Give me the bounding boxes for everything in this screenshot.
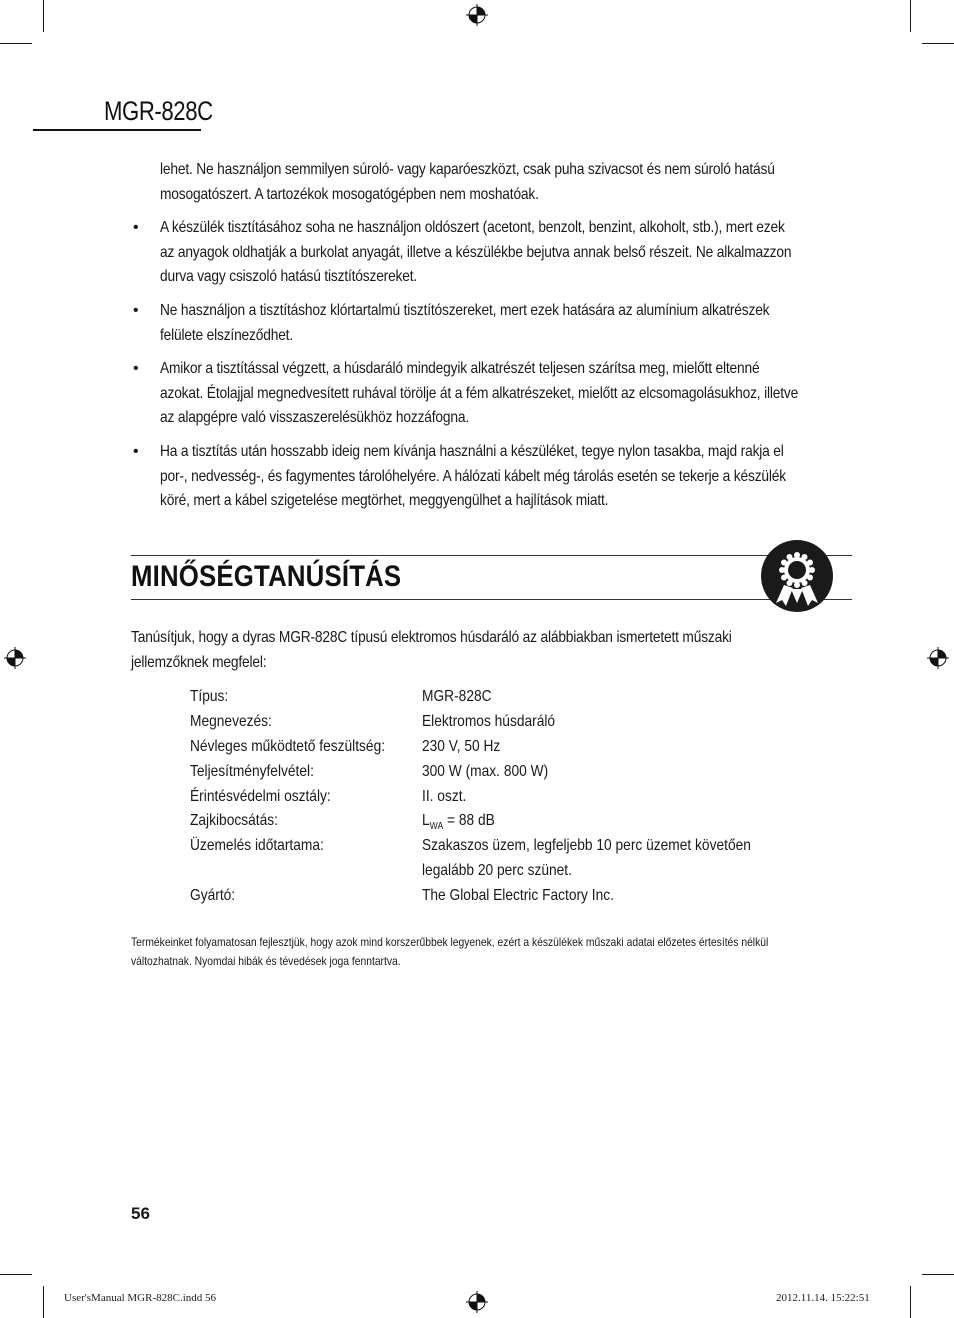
text-line: por-, nedvesség-, és fagymentes tárolóhelyére. A hálózati kábelt még tárolás esetén se tekerje a készülék [160,467,786,485]
text-line: durva vagy csiszoló hatású tisztítószereket. [160,268,418,285]
text-line: Tanúsítjuk, hogy a dyras MGR-828C típusú elektromos húsdaráló az alábbiakban ismertetett műszaki [131,629,732,646]
spec-value: II. oszt. [422,788,467,805]
crop-mark-top-right-h [922,43,954,44]
crop-mark-bottom-left-h [0,1274,32,1275]
spec-label: Névleges működtető feszültség: [190,738,386,755]
text-line: az anyagok oldhatják a burkolat anyagát, illetve a készülékbe bejutva annak belső részeit. Ne alkalmazzon [160,243,792,261]
bullet-item [160,216,880,290]
crop-mark-bottom-right-h [922,1274,954,1275]
registration-mark-icon [4,647,26,669]
bullet-item [160,299,880,348]
text-line: köré, mert a kábel szigetelése megtörhet, meggyengülhet a hajlítások miatt. [160,492,609,509]
spec-label: Üzemelés időtartama: [190,837,324,854]
crop-mark-top-right-v [910,0,911,32]
spec-label: Típus: [190,688,229,705]
spec-value: 300 W (max. 800 W) [422,763,549,780]
section-rule-top [131,555,852,556]
bullet-icon: • [133,443,139,460]
crop-mark-bottom-right-v [910,1286,911,1318]
spec-label: Teljesítményfelvétel: [190,763,314,780]
bullet-icon: • [133,360,139,377]
section-rule-bottom [131,599,852,600]
spec-value: The Global Electric Factory Inc. [422,887,614,904]
noise-value: = 88 dB [443,812,495,829]
quality-rosette-icon [760,539,834,613]
section-title: MINŐSÉGTANÚSÍTÁS [131,560,402,593]
certification-intro [131,626,954,675]
spec-value: Elektromos húsdaráló [422,713,556,730]
text-line: változhatnak. Nyomdai hibák és tévedések joga fenntartva. [131,954,401,968]
text-line: Termékeinket folyamatosan fejlesztjük, hogy azok mind korszerűbbek legyenek, ezért a készülékek műszaki adatai előzetes értesítés nélkül [131,935,769,949]
spec-label: Zajkibocsátás: [190,812,278,829]
noise-subscript: WA [429,821,444,833]
text-line: az alapgépre való visszaszerelésükhöz hozzáfogna. [160,409,470,426]
spec-value: MGR-828C [422,688,492,705]
spec-label: Megnevezés: [190,713,272,730]
slug-timestamp: 2012.11.14. 15:22:51 [776,1292,870,1304]
slug-filename: User'sManual MGR-828C.indd 56 [64,1292,217,1304]
spec-value: Szakaszos üzem, legfeljebb 10 perc üzemet követően [422,837,751,854]
bullet-item [160,440,880,514]
text-line: azokat. Étolajjal megnedvesített ruhával törölje át a fém alkatrészeket, mielőtt az elcsomagolásukhoz, illetve [160,384,799,402]
text-line: A készülék tisztításához soha ne használjon oldószert (acetont, benzolt, benzint, alkoholt, stb.), mert ezek [160,219,785,236]
bullet-item [160,357,880,431]
spec-value: 230 V, 50 Hz [422,738,501,755]
intro-paragraph [160,158,880,207]
spec-label: Érintésvédelmi osztály: [190,788,331,805]
text-line: jellemzőknek megfelel: [131,653,267,671]
noise-symbol: L [422,812,430,829]
spec-value-continued: legalább 20 perc szünet. [422,862,572,879]
page-header-model: MGR-828C [104,96,213,126]
text-line: Amikor a tisztítással végzett, a húsdaráló mindegyik alkatrészét teljesen szárítsa meg, mielőtt eltenné [160,360,760,377]
registration-mark-icon [466,4,488,26]
crop-mark-bottom-left-v [43,1286,44,1318]
crop-mark-top-left-h [0,43,32,44]
text-line: mosogatószert. A tartozékok mosogatógépben nem moshatóak. [160,185,539,203]
crop-mark-top-left-v [43,0,44,32]
bullet-icon: • [133,219,139,236]
text-line: Ne használjon a tisztításhoz klórtartalmú tisztítószereket, mert ezek hatására az alumínium alkatrészek [160,302,770,319]
spec-label: Gyártó: [190,887,236,904]
bullet-icon: • [133,302,139,319]
text-line: lehet. Ne használjon semmilyen súroló- vagy kaparóeszközt, csak puha szivacsot és nem súroló hatású [160,161,775,178]
registration-mark-icon [466,1291,488,1313]
page-number: 56 [131,1204,150,1223]
text-line: felülete elszíneződhet. [160,326,293,344]
disclaimer-note [131,933,836,971]
text-line: Ha a tisztítás után hosszabb ideig nem kívánja használni a készüléket, tegye nylon tasakba, majd rakja el [160,443,784,460]
header-underline [33,129,201,131]
